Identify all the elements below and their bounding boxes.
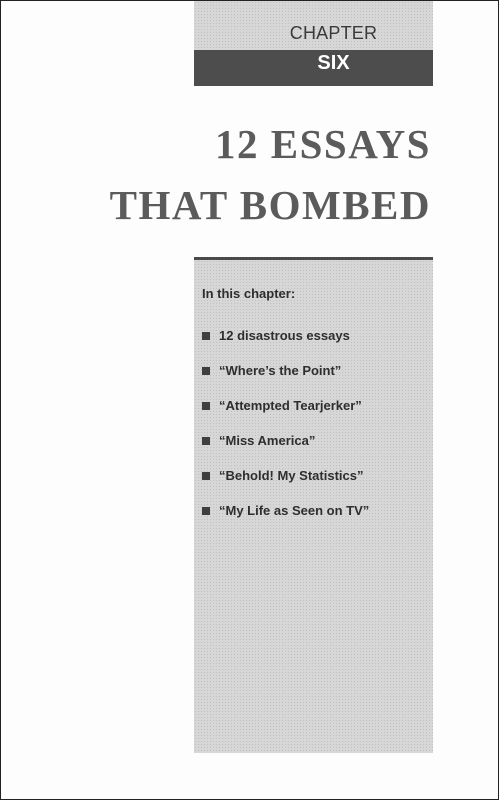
list-item-label: 12 disastrous essays [219, 328, 350, 343]
list-item-label: “Where’s the Point” [219, 363, 342, 378]
list-item-label: “My Life as Seen on TV” [219, 503, 370, 518]
square-bullet-icon [202, 507, 210, 515]
list-item [202, 318, 369, 353]
list-item [202, 493, 369, 528]
chapter-number: SIX [317, 52, 350, 74]
list-item [202, 353, 369, 388]
square-bullet-icon [202, 472, 210, 480]
sidebar-heading: In this chapter: [202, 286, 296, 301]
chapter-header-box [194, 1, 433, 50]
chapter-title [110, 114, 431, 236]
sidebar-list [202, 318, 369, 528]
square-bullet-icon [202, 332, 210, 340]
list-item [202, 423, 369, 458]
chapter-title-line-1: 12 ESSAYS [215, 121, 431, 167]
list-item-label: “Behold! My Statistics” [219, 468, 364, 483]
list-item-label: “Miss America” [219, 433, 316, 448]
chapter-title-line-2: THAT BOMBED [109, 182, 431, 228]
list-item [202, 458, 369, 493]
in-this-chapter-sidebar [194, 257, 433, 753]
square-bullet-icon [202, 367, 210, 375]
square-bullet-icon [202, 402, 210, 410]
chapter-number-band [194, 50, 433, 86]
square-bullet-icon [202, 437, 210, 445]
chapter-label: CHAPTER [289, 23, 378, 43]
list-item [202, 388, 369, 423]
list-item-label: “Attempted Tearjerker” [219, 398, 362, 413]
